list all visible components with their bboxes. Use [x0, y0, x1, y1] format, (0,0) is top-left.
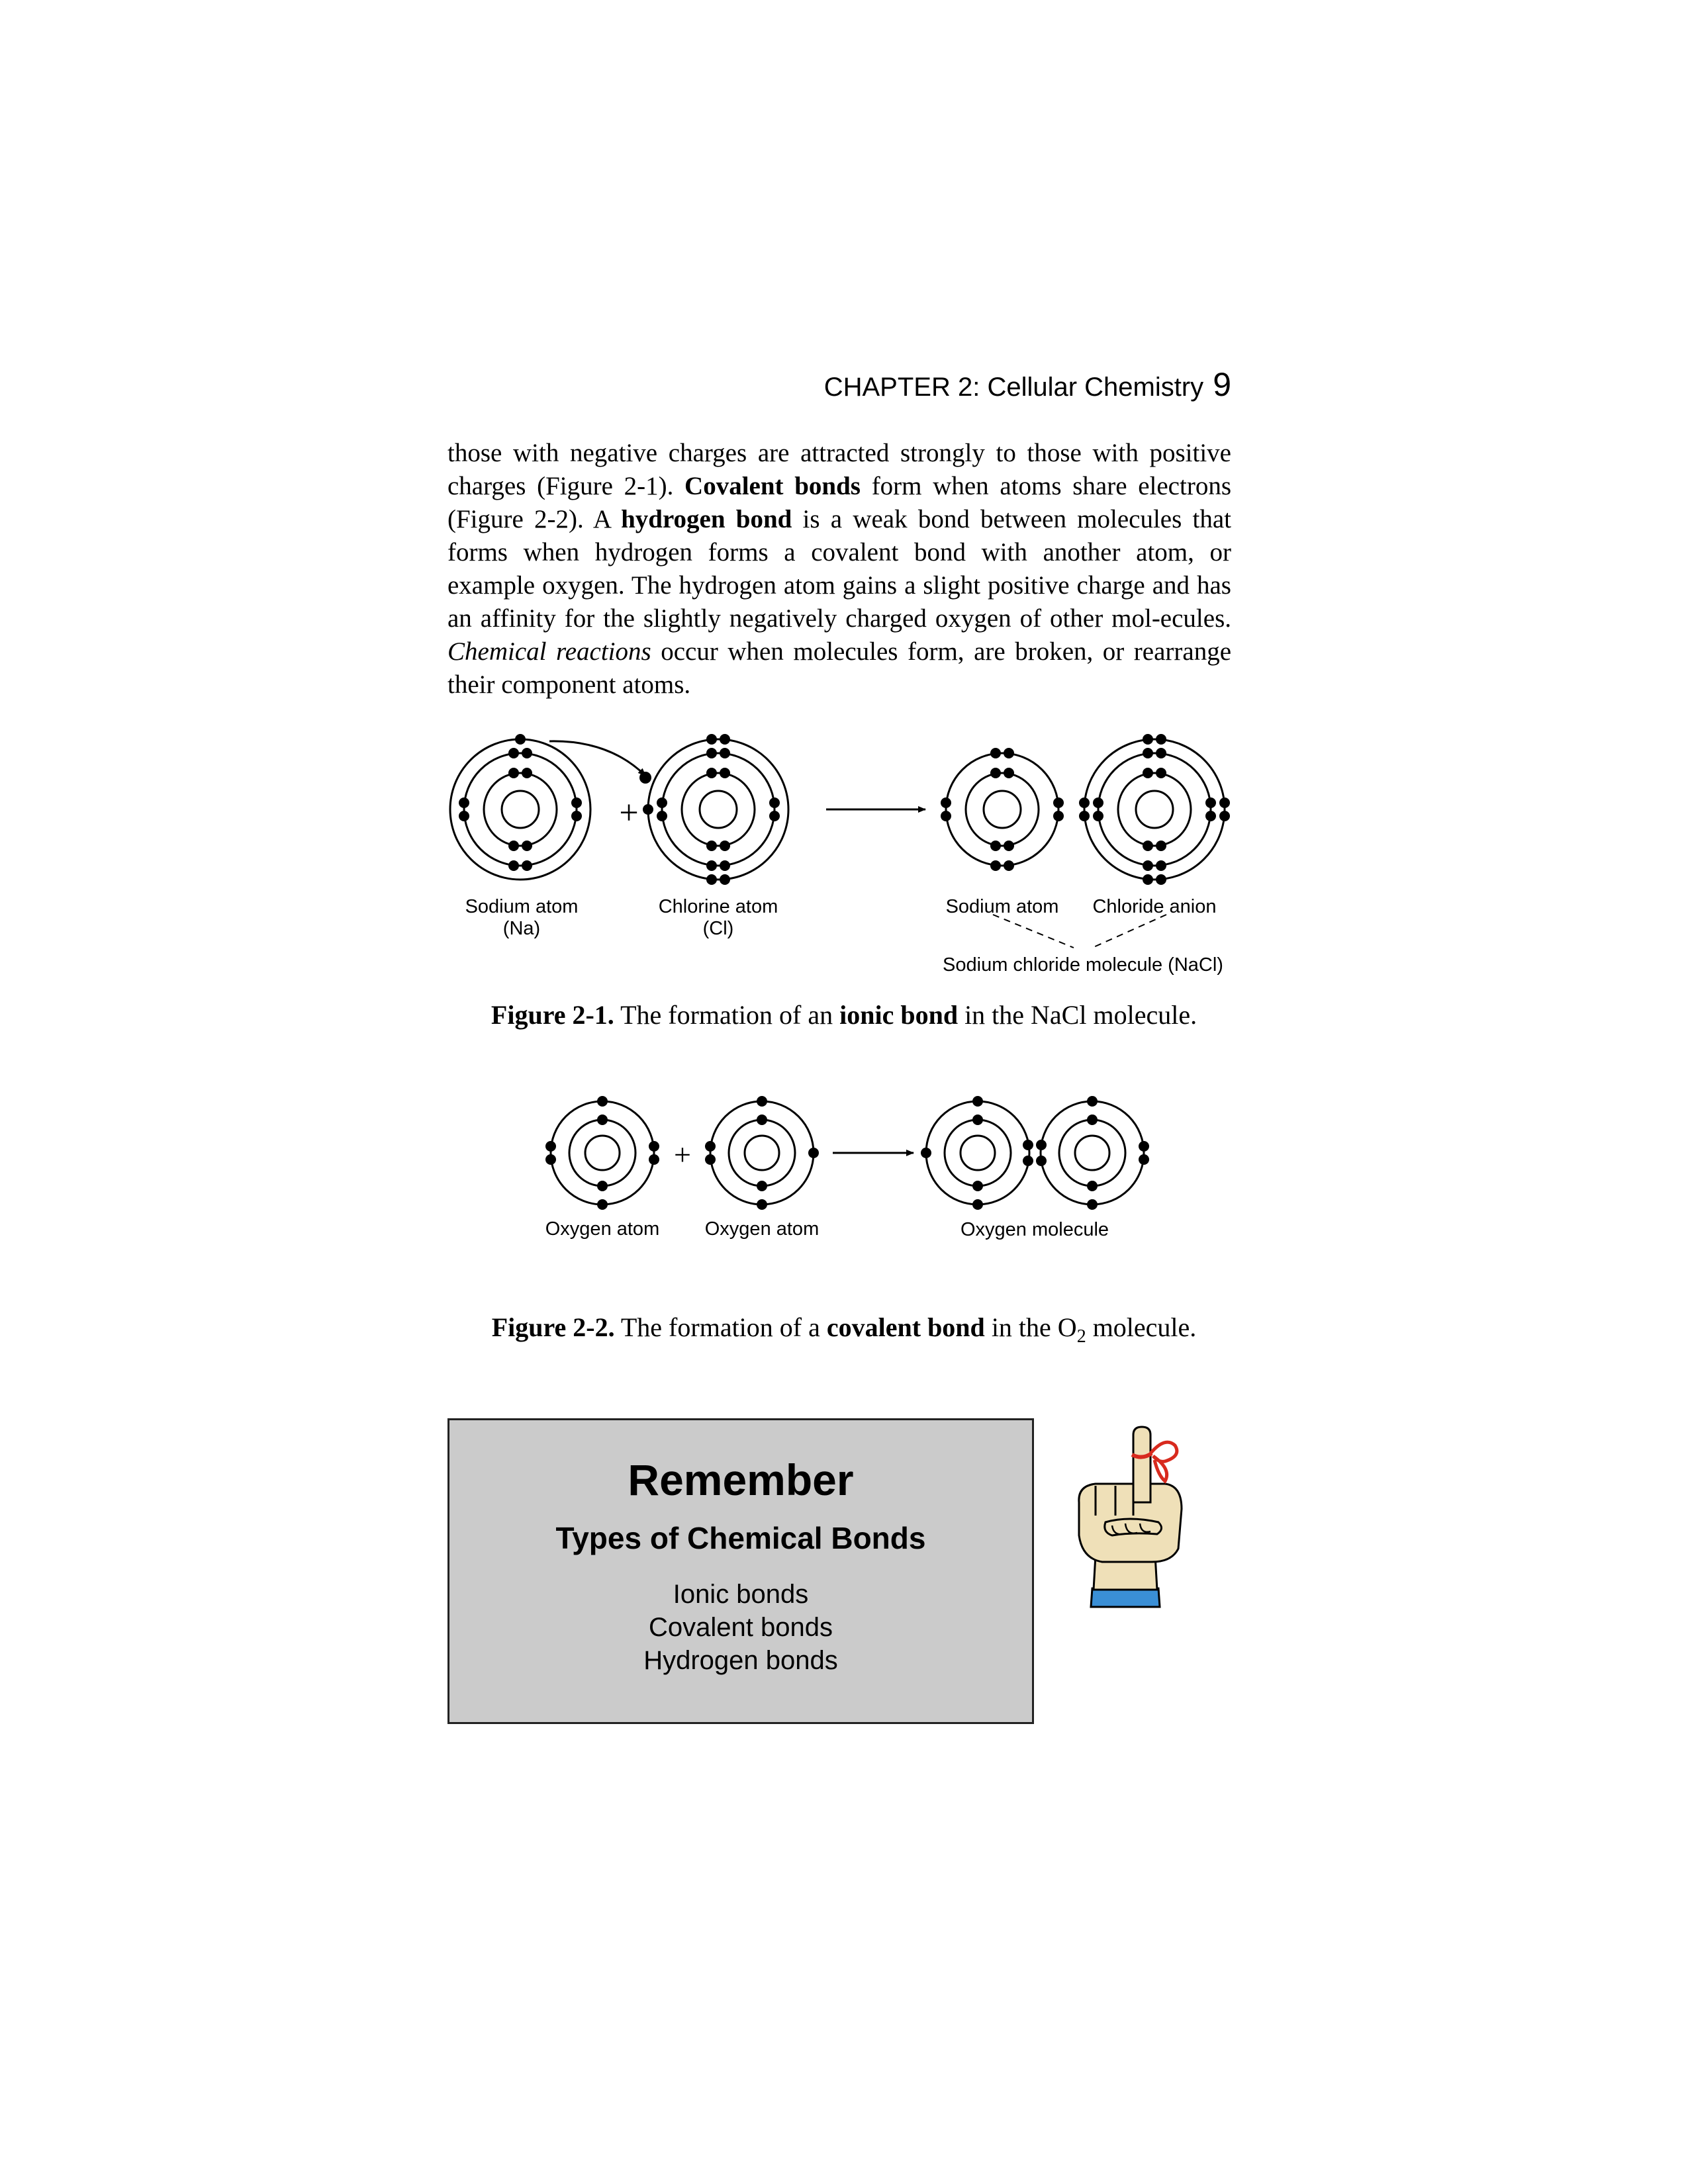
- remember-subtitle: Types of Chemical Bonds: [555, 1521, 926, 1555]
- label-sodium-atom-product: Sodium atom: [945, 896, 1059, 917]
- list-item: Covalent bonds: [649, 1613, 833, 1642]
- label-chlorine-atom: Chlorine atom: [658, 896, 778, 917]
- oxygen-molecule-diagram: [926, 1101, 1144, 1205]
- reminder-finger-string-icon: [1066, 1423, 1198, 1615]
- body-text-4: occur when molecules form, are broken, or rearrange their component atoms.: [447, 637, 1231, 699]
- term-hydrogen-bond: hydrogen bond: [621, 505, 792, 533]
- list-item: Hydrogen bonds: [643, 1646, 838, 1675]
- label-oxygen-molecule: Oxygen molecule: [960, 1219, 1109, 1240]
- body-text-3: is a weak bond between molecules that forms when hydrogen forms a covalent bond with another atom, or example oxygen. The hydrogen atom gains a slight positive charge and has an affinity for the slightly negatively charged oxygen of other mol-ecules.: [447, 505, 1231, 633]
- label-nacl-molecule: Sodium chloride molecule (NaCl): [943, 954, 1223, 976]
- label-sodium-symbol: (Na): [502, 918, 541, 939]
- term-covalent-bonds: Covalent bonds: [684, 472, 861, 500]
- remember-box: [447, 1418, 1034, 1724]
- label-chlorine-symbol: (Cl): [702, 918, 734, 939]
- figure-2-2-caption: Figure 2-2. The formation of a covalent bond in the $O_2$ molecule.: [491, 1312, 1197, 1347]
- plus-sign: +: [619, 794, 639, 832]
- remember-title: Remember: [628, 1455, 854, 1504]
- label-oxygen-atom-1: Oxygen atom: [545, 1218, 660, 1240]
- remember-list: [449, 1578, 1032, 1677]
- chapter-title: CHAPTER 2: Cellular Chemistry: [823, 373, 1204, 402]
- figure-2-1-caption: Figure 2-1. The formation of an ionic bond in the NaCl molecule.: [491, 1000, 1197, 1030]
- term-chemical-reactions: Chemical reactions: [447, 637, 651, 666]
- label-oxygen-atom-2: Oxygen atom: [704, 1218, 820, 1240]
- plus-sign-2: +: [674, 1138, 691, 1171]
- list-item: Ionic bonds: [673, 1580, 809, 1609]
- label-chloride-anion: Chloride anion: [1092, 896, 1217, 917]
- body-text-2: form when atoms share electrons (Figure 2-2). A: [447, 472, 1231, 533]
- page-number: 9: [1213, 366, 1231, 403]
- body-text-1: those with negative charges are attracted strongly to those with positive charges (Figure 2-1).: [447, 439, 1231, 500]
- label-sodium-atom: Sodium atom: [465, 896, 579, 917]
